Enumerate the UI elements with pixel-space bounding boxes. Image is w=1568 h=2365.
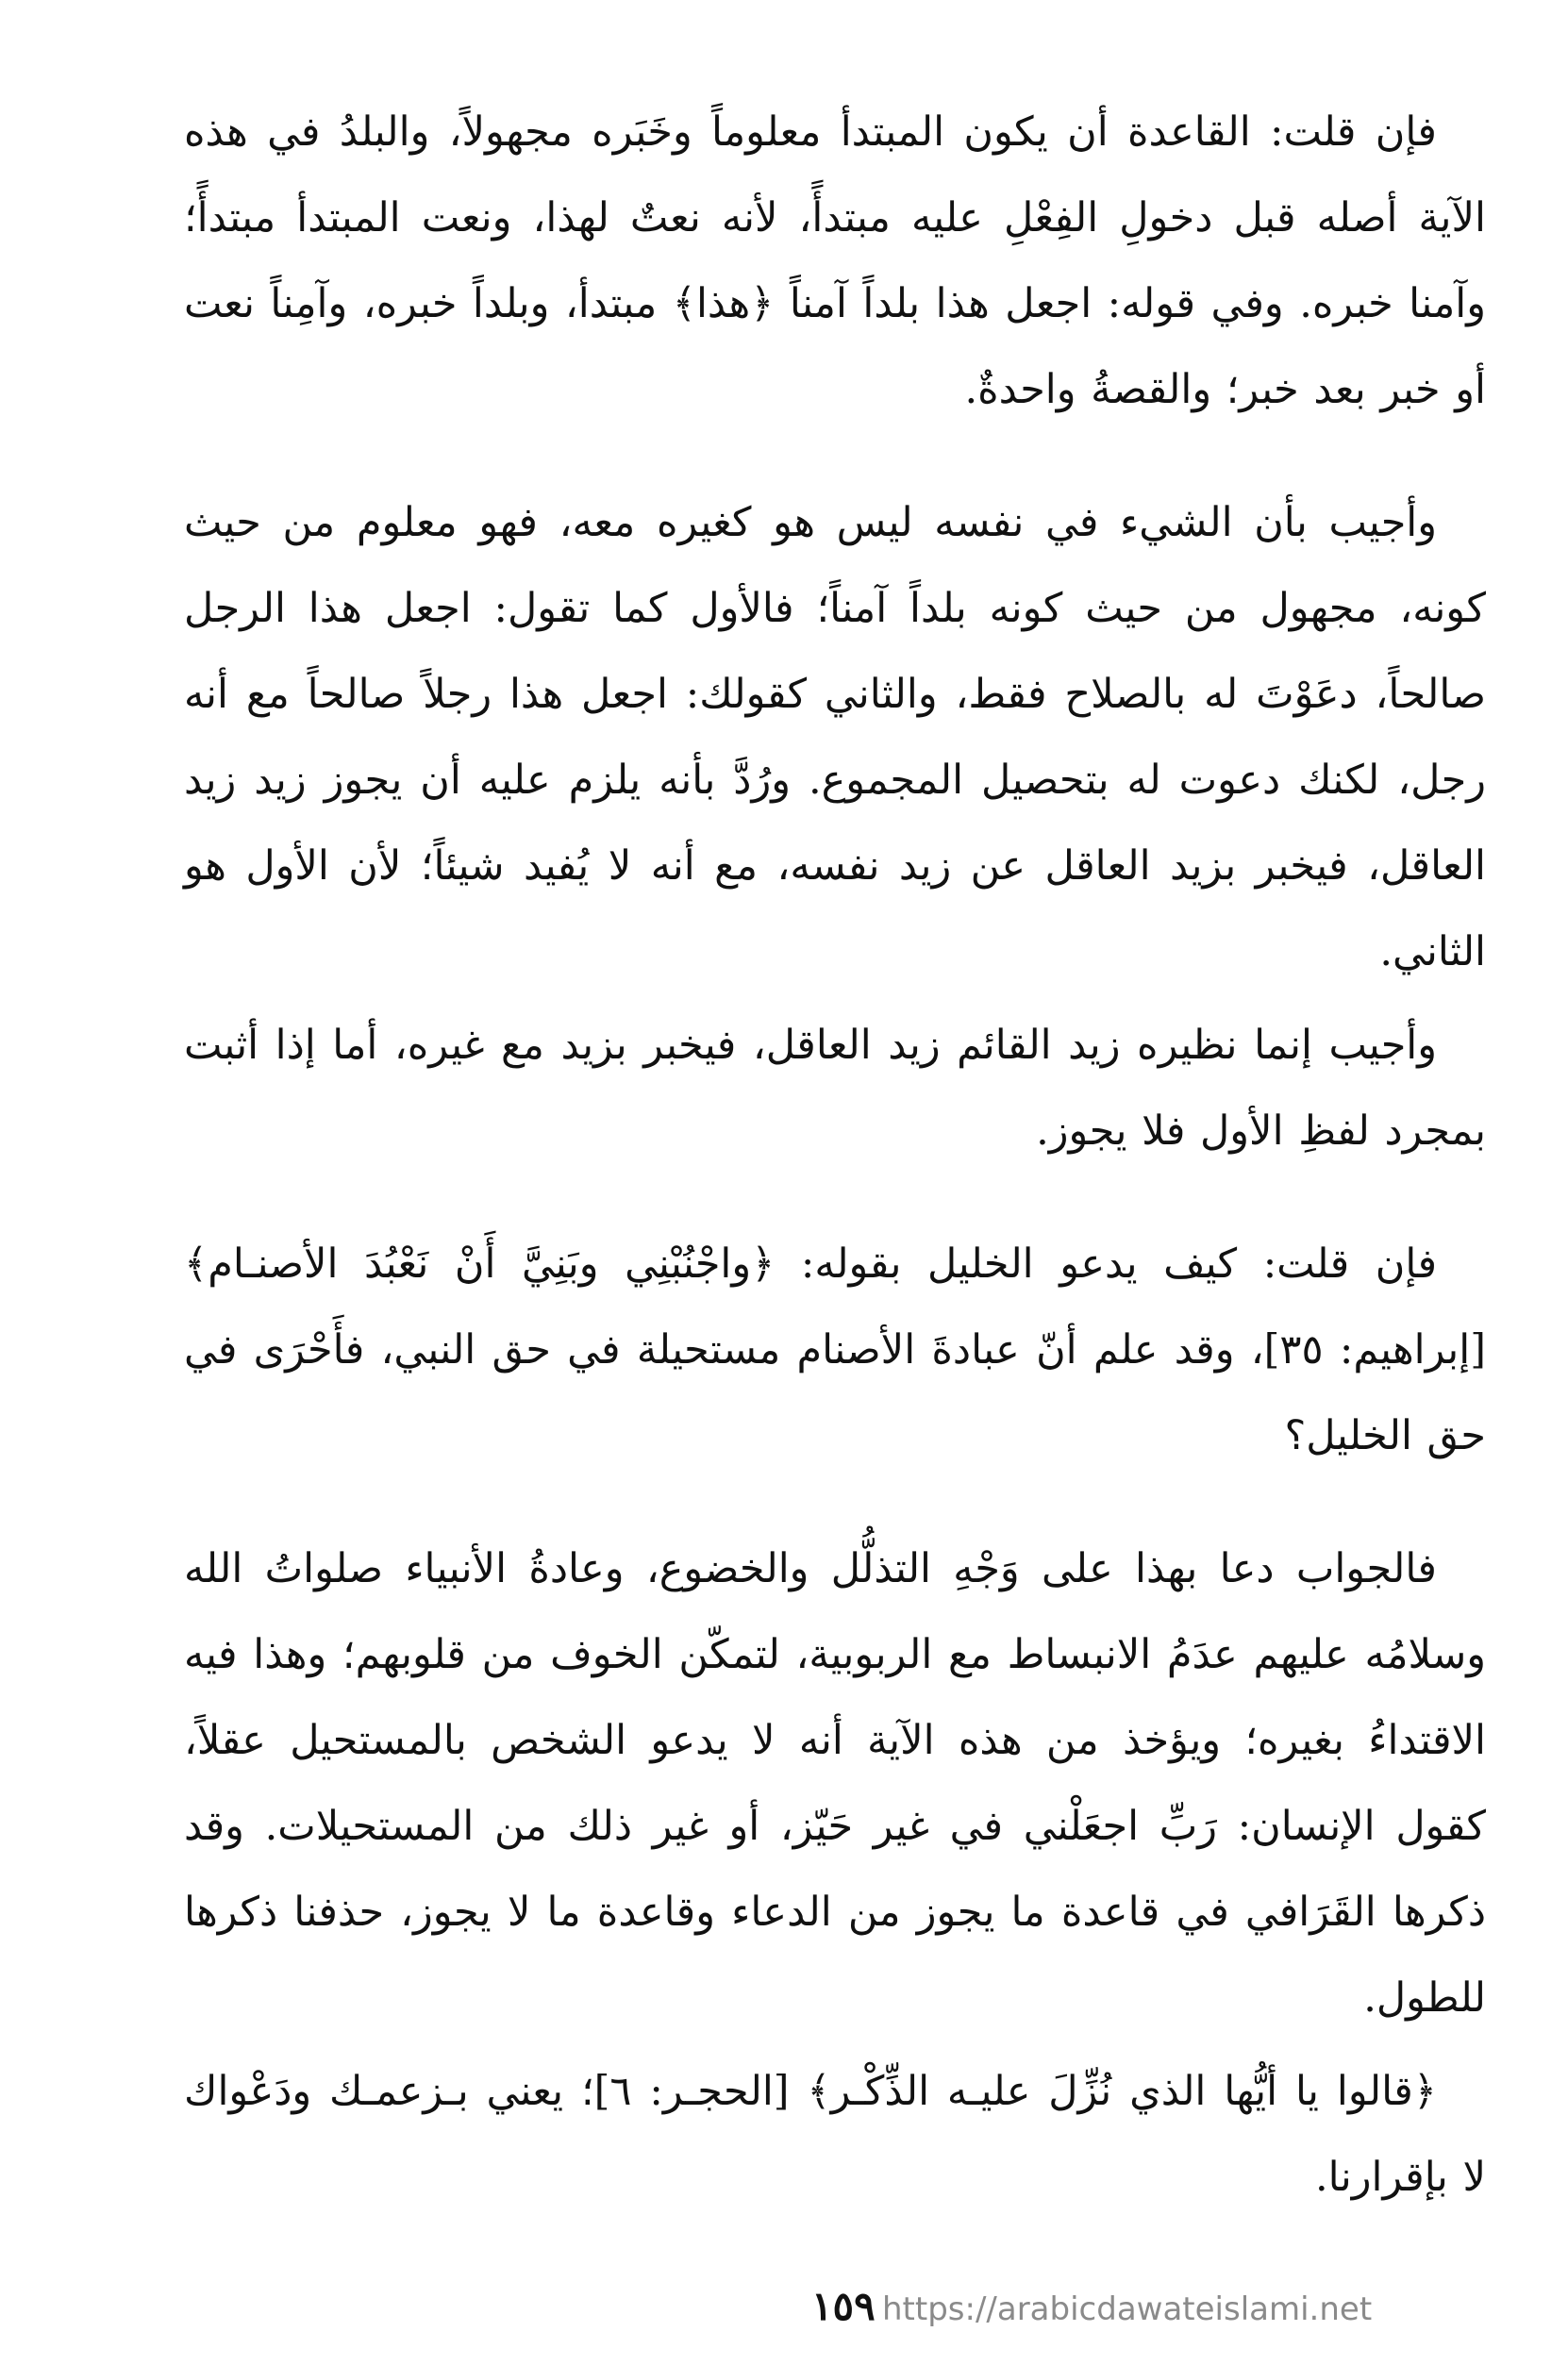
paragraph-1: فإن قلت: القاعدة أن يكون المبتدأ معلوماً وخَبَره مجهولاً، والبلدُ في هذه الآية أصله قبل دخولِ الفِعْلِ عليه مبتدأً، لأنه نعتٌ لهذا، ونعت المبتدأ مبتدأً؛ وآمنا خبره. وفي قوله: اجعل هذا بلداً آمناً ﴿هذا﴾ مبتدأ، وبلداً خبره، وآمِناً نعت أو خبر بعد خبر؛ والقصةُ واحدةٌ. xyxy=(184,108,1486,413)
paragraph-3: وأجيب إنما نظيره زيد القائم زيد العاقل، فيخبر بزيد مع غيره، أما إذا أثبت بمجرد لفظِ الأول فلا يجوز. xyxy=(184,1022,1486,1155)
watermark-url: https://arabicdawateislami.net xyxy=(882,2290,1373,2328)
page-number: ١٥٩ xyxy=(811,2283,876,2329)
paragraph-4: فإن قلت: كيف يدعو الخليل بقوله: ﴿واجْنُبْنِي وبَنِيَّ أَنْ نَعْبُدَ الأصنـام﴾ [إبراهيم: ٣٥]، وقد علم أنّ عبادةَ الأصنام مستحيلة في حق النبي، فأَحْرَى في حق الخليل؟ xyxy=(184,1241,1486,1459)
paragraph-6: ﴿قالوا يا أيُّها الذي نُزِّلَ عليـه الذِّكْـر﴾ [الحجـر: ٦]؛ يعني بـزعمـك ودَعْواك لا بإقرارنا. xyxy=(184,2068,1486,2201)
paragraph-5: فالجواب دعا بهذا على وَجْهِ التذلُّل والخضوع، وعادةُ الأنبياء صلواتُ الله وسلامُه عليهم عدَمُ الانبساط مع الربوبية، لتمكّن الخوف من قلوبهم؛ وهذا فيه الاقتداءُ بغيره؛ ويؤخذ من هذه الآية أنه لا يدعو الشخص بالمستحيل عقلاً، كقول الإنسان: رَبِّ اجعَلْني في غير حَيّز، أو غير ذلك من المستحيلات. وقد ذكرها القَرَافي في قاعدة ما يجوز من الدعاء وقاعدة ما لا يجوز، حذفنا ذكرها للطول. xyxy=(184,1545,1486,2022)
body-text xyxy=(184,90,1486,2221)
paragraph-2: وأجيب بأن الشيء في نفسه ليس هو كغيره معه، فهو معلوم من حيث كونه، مجهول من حيث كونه بلداً آمناً؛ فالأول كما تقول: اجعل هذا الرجل صالحاً، دعَوْتَ له بالصلاح فقط، والثاني كقولك: اجعل هذا رجلاً صالحاً مع أنه رجل، لكنك دعوت له بتحصيل المجموع. ورُدَّ بأنه يلزم عليه أن يجوز زيد زيد العاقل، فيخبر بزيد العاقل عن زيد نفسه، مع أنه لا يُفيد شيئاً؛ لأن الأول هو الثاني. xyxy=(184,499,1486,975)
